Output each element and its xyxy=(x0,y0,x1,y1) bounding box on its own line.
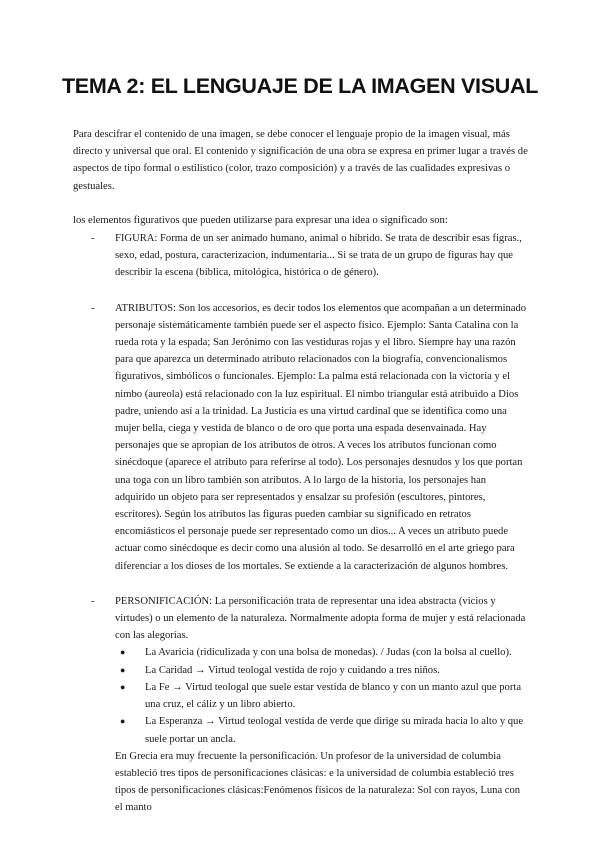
list-item xyxy=(120,662,529,679)
lead-paragraph: los elementos figurativos que pueden utilizarse para expresar una idea o significado son: xyxy=(73,214,448,226)
dash-marker: - xyxy=(91,233,95,245)
list-item xyxy=(120,679,529,713)
example-text: La Avaricia (ridiculizada y con una bolsa de monedas). / Judas (con la bolsa al cuello). xyxy=(145,647,512,659)
section-figura xyxy=(73,230,529,282)
dash-marker: - xyxy=(91,302,95,314)
atributos-text: ATRIBUTOS: Son los accesorios, es decir todos los elementos que acompañan a un determinado personaje sistemáticamente también puede ser el aspecto físico. Ejemplo: Santa Catalina con la rueda rota y la espada; San Jerónimo con las vestiduras rojas y el libro. Siempre hay una razón para que aparezca un determinado atributo relacionados con la biografía, convencionalismos figurativos, simbólicos o funcionales. Ejemplo: La palma está relacionada con la victoria y el nimbo (aureola) está relacionado con la luz espiritual. El nimbo triangular está atribuido a Dios padre, uniendo así a la trinidad. La Justicia es una virtud cardinal que se identifica como una mujer bella, ciega y vestida de blanco o de oro que porta una espada desenvainada. Hay personajes que se apropian de los atributos de otros. A veces los atributos funcionan como sinécdoque (aparece el atributo para referirse al todo). Los personajes desnudos y los que portan una toga con un libro también son atributos. A lo largo de la historia, los personajes han adquirido un objeto para ser representados y ensalzar su profesión (escultores, pintores, escritores). Según los atributos las figuras pueden cambiar su significado en retratos encomiásticos el personaje puede ser representado como un dios... A veces un atributo puede actuar como sinécdoque es decir como una alusión al todo. Se desarrolló en el arte griego para diferenciar a los dioses de los mortales. Se extiende a la caracterización de algunos hombres. xyxy=(115,302,527,572)
list-item xyxy=(120,713,529,747)
list-item xyxy=(120,644,529,661)
dash-marker: - xyxy=(91,595,95,607)
examples-list xyxy=(115,644,529,747)
bullet-icon: ● xyxy=(120,681,126,692)
intro-paragraph: Para descifrar el contenido de una imagen, se debe conocer el lenguaje propio de la imagen visual, más directo y universal que oral. El contenido y significación de una obra se expresa en primer lugar a través de aspectos de tipo formal o estilístico (color, trazo composición) y a través de las cualidades expresivas o gestuales. xyxy=(73,129,528,192)
section-personificacion xyxy=(73,593,529,817)
example-text: La Esperanza → Virtud teologal vestida de verde que dirige su mirada hacia lo alto y que suele portar un ancla. xyxy=(145,716,524,745)
bullet-icon: ● xyxy=(120,664,126,675)
example-text: La Fe → Virtud teologal que suele estar vestida de blanco y con un manto azul que porta una cruz, el cáliz y un libro abierto. xyxy=(145,681,522,711)
page-title: TEMA 2: EL LENGUAJE DE LA IMAGEN VISUAL xyxy=(61,74,539,98)
bullet-icon: ● xyxy=(120,647,126,658)
grecia-text: En Grecia era muy frecuente la personificación. Un profesor de la universidad de columbia estableció tres tipos de personificaciones clásicas: e la universidad de columbia estableció tres tipos de personificaciones clásicas:Fenómenos físicos de la naturaleza: Sol con rayos, Luna con el manto xyxy=(115,750,521,814)
bullet-icon: ● xyxy=(120,716,126,727)
example-text: La Caridad → Virtud teologal vestida de rojo y cuidando a tres niños. xyxy=(145,664,440,676)
section-atributos xyxy=(73,300,529,575)
figura-text: FIGURA: Forma de un ser animado humano, animal o híbrido. Se trata de describir esas figras., sexo, edad, postura, caracterizacion, indumentaria... Si se trata de un grupo de figuras hay que describir la escena (bíblica, mitológica, histórica o de género). xyxy=(115,233,522,279)
personificacion-text: PERSONIFICACIÓN: La personificación trata de representar una idea abstracta (vicios y virtudes) o un elemento de la naturaleza. Normalmente adopta forma de mujer y está relacionada con las alegorías. xyxy=(115,595,526,642)
document-body xyxy=(73,126,529,817)
